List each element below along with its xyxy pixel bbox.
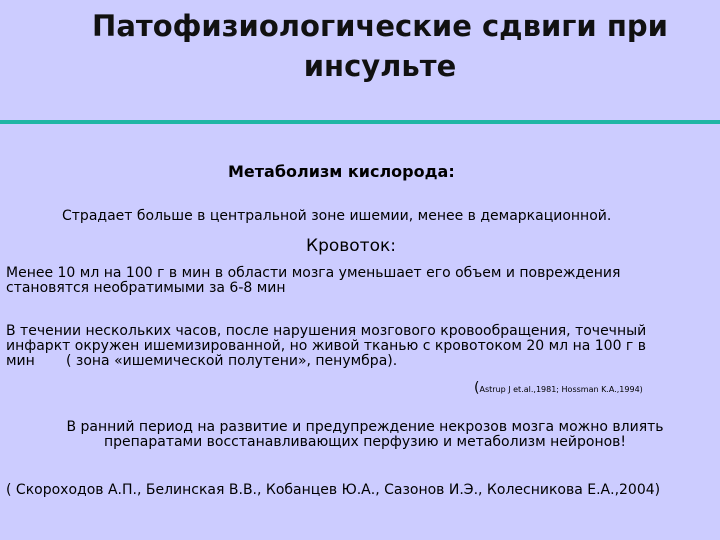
- blood-flow-p1-line-1: Менее 10 мл на 100 г в мин в области мозга уменьшает его объем и повреждения: [6, 265, 621, 281]
- blood-flow-heading: Кровоток:: [306, 236, 396, 256]
- blood-flow-p2-line-3: мин ( зона «ишемической полутени», пенумбра).: [6, 353, 398, 369]
- oxygen-heading: Метаболизм кислорода:: [228, 162, 455, 181]
- citation-skorokhodov: ( Скороходов А.П., Белинская В.В., Кобанцев Ю.А., Сазонов И.Э., Колесникова Е.А.,2004): [6, 482, 661, 498]
- blood-flow-p1-line-2: становятся необратимыми за 6-8 мин: [6, 280, 286, 296]
- slide-title: [60, 6, 700, 86]
- citation-paren: (: [474, 380, 480, 396]
- title-line-1: Патофизиологические сдвиги при: [92, 9, 668, 43]
- blood-flow-paragraph-1: [6, 266, 620, 296]
- blood-flow-paragraph-2: [6, 324, 646, 369]
- citation-text: Astrup J et.al.,1981; Hossman K.A.,1994): [479, 385, 643, 394]
- title-line-2: инсульте: [303, 49, 457, 83]
- oxygen-text: Страдает больше в центральной зоне ишемии, менее в демаркационной.: [62, 208, 612, 224]
- conclusion: [30, 420, 700, 450]
- conclusion-line-2: препаратами восстанавливающих перфузию и метаболизм нейронов!: [103, 434, 627, 450]
- conclusion-line-1: В ранний период на развитие и предупреждение некрозов мозга можно влиять: [66, 419, 664, 435]
- citation-astrup-hossman: [474, 380, 643, 396]
- blood-flow-p2-line-1: В течении нескольких часов, после нарушения мозгового кровообращения, точечный: [6, 323, 647, 339]
- blood-flow-p2-line-2: инфаркт окружен ишемизированной, но живой тканью с кровотоком 20 мл на 100 г в: [6, 338, 646, 354]
- divider: [0, 120, 720, 124]
